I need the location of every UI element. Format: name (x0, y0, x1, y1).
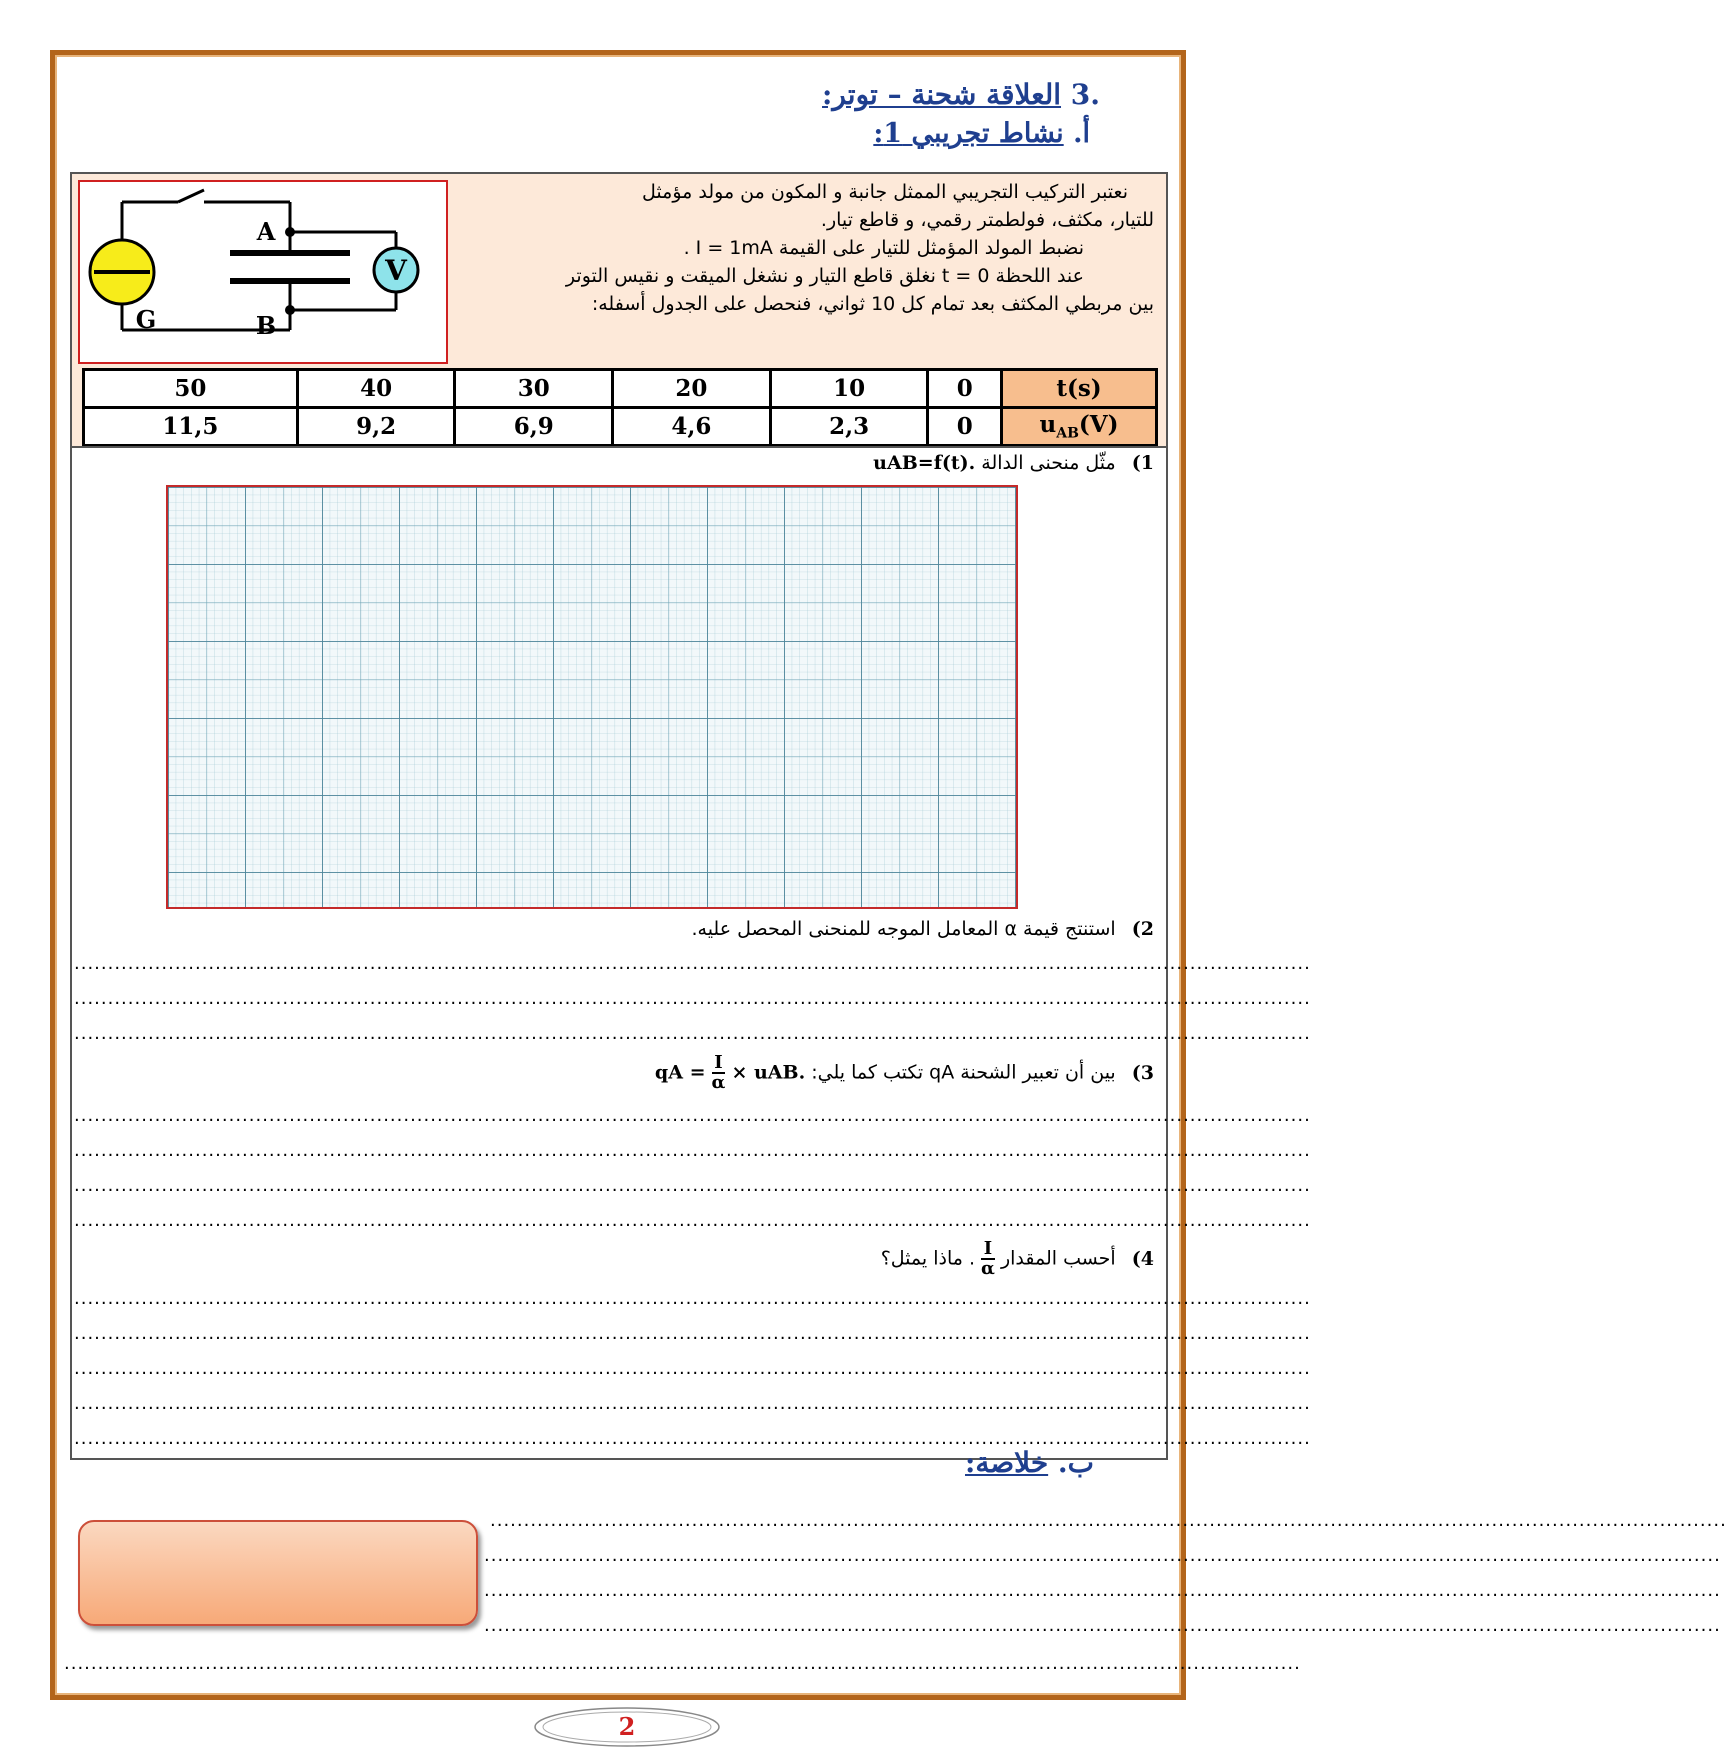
table-cell: 9,2 (297, 408, 455, 446)
section-number: .3 (1070, 78, 1100, 111)
highlight-box (78, 1520, 478, 1626)
answer-line: ........................................................................................................................................................................................ (74, 1288, 1311, 1309)
intro-line: للتيار، مكثف، فولطمتر رقمي، و قاطع تيار. (820, 209, 1154, 231)
answer-line: ........................................................................................................................................................................................ (74, 1105, 1311, 1126)
table-cell: 20 (613, 370, 771, 408)
question-text: أحسب المقدار (994, 1247, 1116, 1270)
label-A: A (256, 217, 276, 246)
intro-line: بين مربطي المكثف بعد تمام كل 10 ثواني، فنحصل على الجدول أسفله: (591, 293, 1154, 315)
intro-line: نضبط المولد المؤمثل للتيار على القيمة I = 1mA . (683, 237, 1084, 259)
question-text: بين أن تعبير الشحنة qA تكتب كما يلي: (805, 1061, 1116, 1084)
label-B: B (255, 311, 277, 340)
table-cell: 40 (297, 370, 455, 408)
question-text: . ماذا يمثل؟ (880, 1247, 975, 1270)
table-cell: 6,9 (455, 408, 613, 446)
conclusion-title (965, 1446, 1094, 1479)
table-cell: 11,5 (84, 408, 298, 446)
activity-letter: أ. (1073, 118, 1090, 149)
activity-title (873, 118, 1090, 149)
table-cell: 2,3 (770, 408, 928, 446)
conclusion-line: ........................................................................................................................................................................................ (484, 1545, 1721, 1566)
question-number: 1) (1131, 452, 1154, 474)
question-math: uAB=f(t). (873, 452, 976, 474)
answer-line: ........................................................................................................................................................................................ (74, 1210, 1311, 1231)
question-number: 4) (1131, 1247, 1154, 1270)
header-voltage: $u_{AB}(V)$ (1002, 408, 1157, 446)
question-formula: qA = $\frac{I}{\alpha}$ × uAB. (654, 1052, 806, 1093)
section-title (822, 78, 1100, 111)
question-3 (655, 1054, 1154, 1092)
answer-line: ........................................................................................................................................................................................ (74, 988, 1311, 1009)
intro-line: نعتبر التركيب التجريبي الممثل جانبة و المكون من مولد مؤمثل (642, 181, 1128, 203)
question-number: 2) (1131, 918, 1154, 940)
question-4: 4) أحسب المقدار $\frac{I}{\alpha}$ . ماذا يمثل؟ (880, 1238, 1154, 1279)
conclusion-line: ........................................................................................................................................................................................ (490, 1510, 1727, 1531)
section-title-text: العلاقة شحنة – توتر: (822, 78, 1062, 111)
answer-line: ........................................................................................................................................................................................ (74, 1428, 1311, 1449)
question-number: 3) (1131, 1061, 1154, 1084)
table-cell: 10 (770, 370, 928, 408)
question-text: استنتج قيمة α المعامل الموجه للمنحنى المحصل عليه. (691, 918, 1116, 940)
question-text: مثّل منحنى الدالة (975, 452, 1116, 474)
label-G: G (135, 305, 157, 334)
conclusion-title-text: خلاصة: (965, 1446, 1049, 1479)
conclusion-line: ........................................................................................................................................................................................ (64, 1653, 1301, 1674)
answer-line: ........................................................................................................................................................................................ (74, 1175, 1311, 1196)
table-cell: 0 (928, 370, 1002, 408)
question-2 (691, 918, 1154, 940)
page-number-text: 2 (618, 1712, 636, 1741)
table-cell: 4,6 (613, 408, 771, 446)
answer-line: ........................................................................................................................................................................................ (74, 1323, 1311, 1344)
divider (70, 446, 1168, 448)
table-cell: 30 (455, 370, 613, 408)
answer-line: ........................................................................................................................................................................................ (74, 1393, 1311, 1414)
table-row (84, 370, 1157, 408)
answer-line: ........................................................................................................................................................................................ (74, 1140, 1311, 1161)
page-number (532, 1705, 722, 1749)
graph-paper (166, 485, 1018, 909)
conclusion-line: ........................................................................................................................................................................................ (484, 1615, 1721, 1636)
question-1 (873, 452, 1154, 474)
graph-grid (168, 487, 1016, 907)
measurement-table (82, 368, 1158, 447)
label-V: V (385, 254, 407, 287)
answer-line: ........................................................................................................................................................................................ (74, 1023, 1311, 1044)
activity-title-text: نشاط تجريبي 1: (873, 118, 1064, 149)
intro-text (474, 178, 1154, 318)
header-time: t(s) (1002, 370, 1157, 408)
answer-line: ........................................................................................................................................................................................ (74, 953, 1311, 974)
conclusion-letter: ب. (1057, 1446, 1094, 1479)
circuit-svg (80, 182, 446, 362)
circuit-diagram (78, 180, 448, 364)
intro-line: عند اللحظة t = 0 نغلق قاطع التيار و نشغل الميقت و نقيس التوتر (565, 265, 1084, 287)
table-row (84, 408, 1157, 446)
table-cell: 50 (84, 370, 298, 408)
answer-line: ........................................................................................................................................................................................ (74, 1358, 1311, 1379)
conclusion-line: ........................................................................................................................................................................................ (484, 1580, 1721, 1601)
table-cell: 0 (928, 408, 1002, 446)
